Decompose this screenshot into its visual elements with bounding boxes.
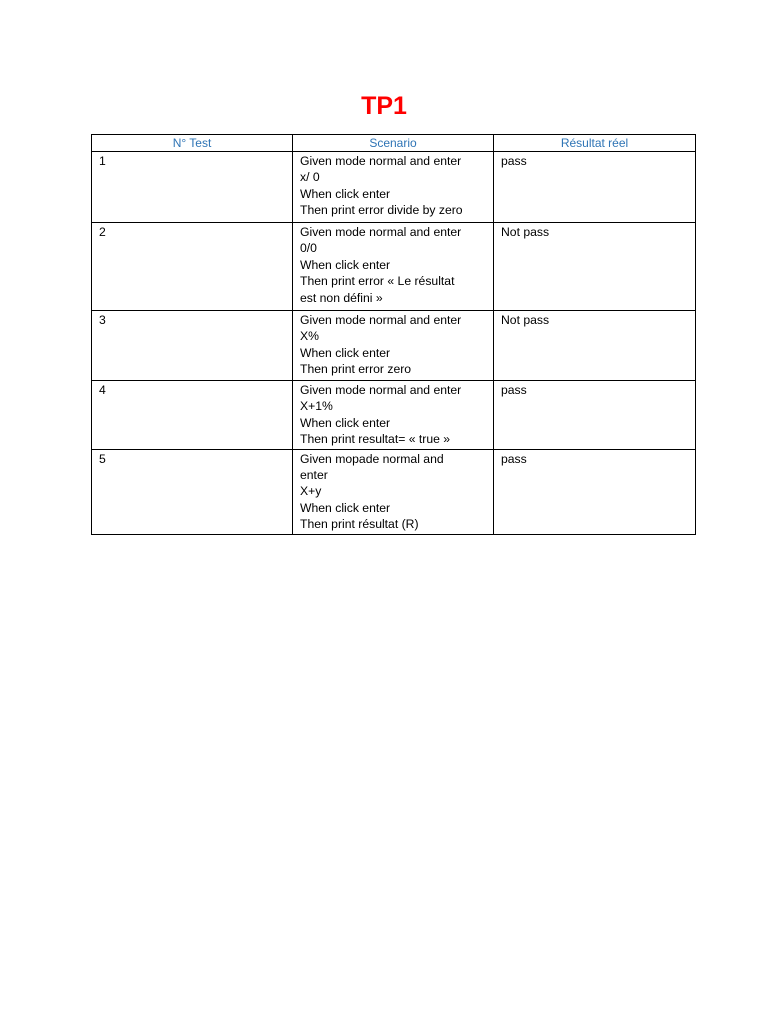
test-number-cell: 2 (92, 223, 293, 311)
table-row (92, 311, 696, 381)
page-title: TP1 (361, 92, 407, 120)
test-number-cell: 3 (92, 311, 293, 381)
scenario-line: enter (300, 468, 328, 483)
scenario-line: Then print error zero (300, 362, 412, 377)
scenario-line: Then print error divide by zero (300, 203, 463, 218)
table-row (92, 152, 696, 223)
scenario-line: X+y (300, 484, 322, 499)
test-number-cell: 5 (92, 449, 293, 534)
table-row (92, 449, 696, 534)
header-actual-result: Résultat réel (494, 135, 696, 152)
result-cell: pass (494, 449, 696, 534)
scenario-line: When click enter (300, 415, 391, 430)
test-number-cell: 4 (92, 381, 293, 450)
table-header-row (92, 135, 696, 152)
header-scenario: Scenario (293, 135, 494, 152)
test-number-cell: 1 (92, 152, 293, 223)
scenario-line: When click enter (300, 500, 391, 515)
scenario-cell (293, 223, 494, 311)
scenario-line: When click enter (300, 257, 391, 272)
scenario-line: X% (300, 329, 319, 344)
scenario-cell (293, 449, 494, 534)
scenario-line: Given mopade normal and (300, 451, 444, 466)
scenario-line: Given mode normal and enter (300, 225, 462, 239)
scenario-line: est non défini » (300, 290, 383, 305)
scenario-line: 0/0 (300, 241, 317, 256)
result-cell: Not pass (494, 311, 696, 381)
result-cell: Not pass (494, 223, 696, 311)
result-cell: pass (494, 381, 696, 450)
result-cell: pass (494, 152, 696, 223)
scenario-line: Given mode normal and enter (300, 154, 462, 168)
test-results-table (91, 134, 696, 535)
scenario-line: When click enter (300, 186, 391, 201)
table-row (92, 381, 696, 450)
header-test-number: N° Test (92, 135, 293, 152)
scenario-line: When click enter (300, 345, 391, 360)
table-row (92, 223, 696, 311)
scenario-cell (293, 311, 494, 381)
scenario-line: Then print resultat= « true » (300, 432, 451, 447)
scenario-line: X+1% (300, 399, 333, 414)
scenario-line: Given mode normal and enter (300, 313, 462, 327)
scenario-line: Given mode normal and enter (300, 383, 462, 397)
scenario-line: Then print résultat (R) (300, 517, 419, 532)
scenario-cell (293, 381, 494, 450)
scenario-line: x/ 0 (300, 170, 320, 185)
scenario-line: Then print error « Le résultat (300, 274, 455, 289)
scenario-cell (293, 152, 494, 223)
